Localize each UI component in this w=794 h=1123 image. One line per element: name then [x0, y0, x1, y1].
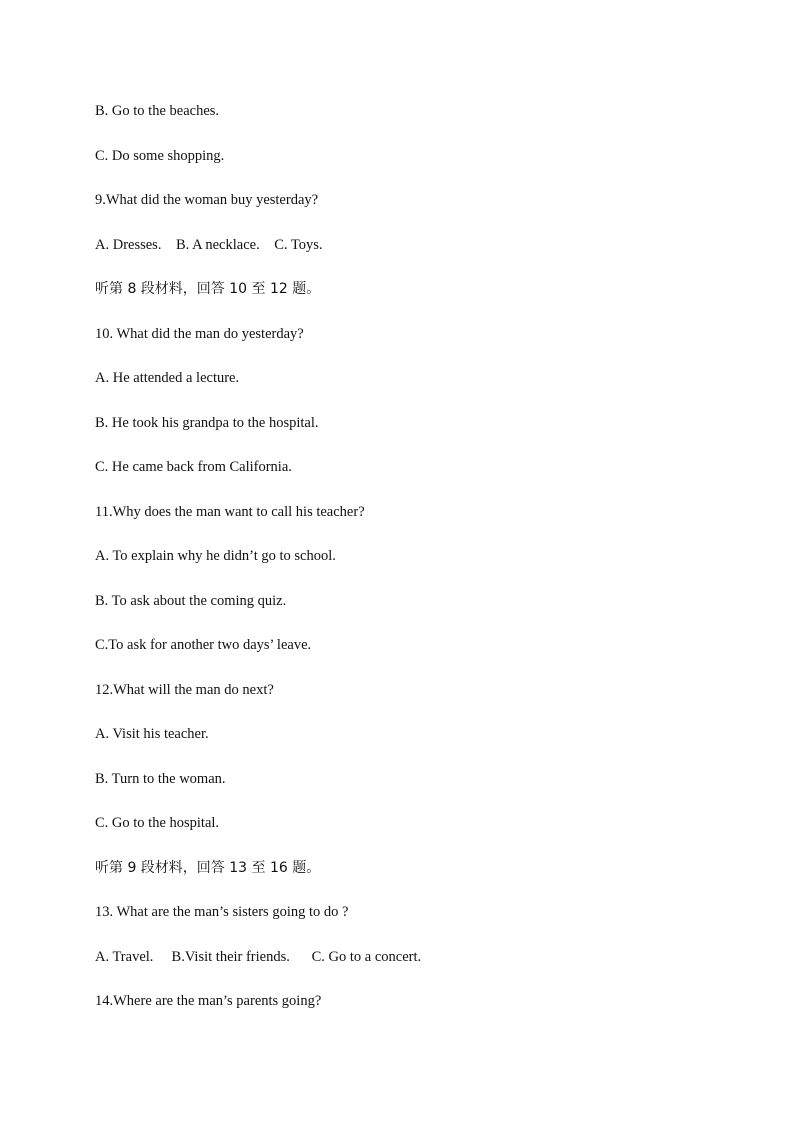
option-10c: C. He came back from California. — [95, 459, 292, 475]
question-9: 9.What did the woman buy yesterday? — [95, 192, 319, 208]
section-heading-8: 听第 8 段材料，回答 10 至 12 题。 — [95, 281, 321, 297]
options-13: A. Travel. B.Visit their friends. C. Go to a concert. — [95, 948, 422, 965]
option-12c: C. Go to the hospital. — [95, 815, 220, 831]
question-14: 14.Where are the man’s parents going? — [95, 993, 322, 1009]
question-11: 11.Why does the man want to call his teacher? — [95, 503, 365, 520]
options-9: A. Dresses. B. A necklace. C. Toys. — [95, 236, 323, 253]
option-12b: B. Turn to the woman. — [95, 770, 226, 787]
option-11b: B. To ask about the coming quiz. — [95, 592, 287, 609]
question-list — [95, 101, 735, 1036]
option-8b: B. Go to the beaches. — [95, 103, 220, 119]
question-13: 13. What are the man’s sisters going to do ? — [95, 904, 349, 920]
section-heading-9: 听第 9 段材料，回答 13 至 16 题。 — [95, 859, 321, 876]
option-11a: A. To explain why he didn’t go to school. — [95, 548, 336, 564]
option-12a: A. Visit his teacher. — [95, 726, 209, 742]
question-10: 10. What did the man do yesterday? — [95, 325, 304, 342]
option-8c: C. Do some shopping. — [95, 147, 225, 164]
option-10b: B. He took his grandpa to the hospital. — [95, 414, 319, 431]
option-11c: C.To ask for another two days’ leave. — [95, 637, 312, 653]
option-10a: A. He attended a lecture. — [95, 370, 240, 386]
question-12: 12.What will the man do next? — [95, 681, 274, 698]
